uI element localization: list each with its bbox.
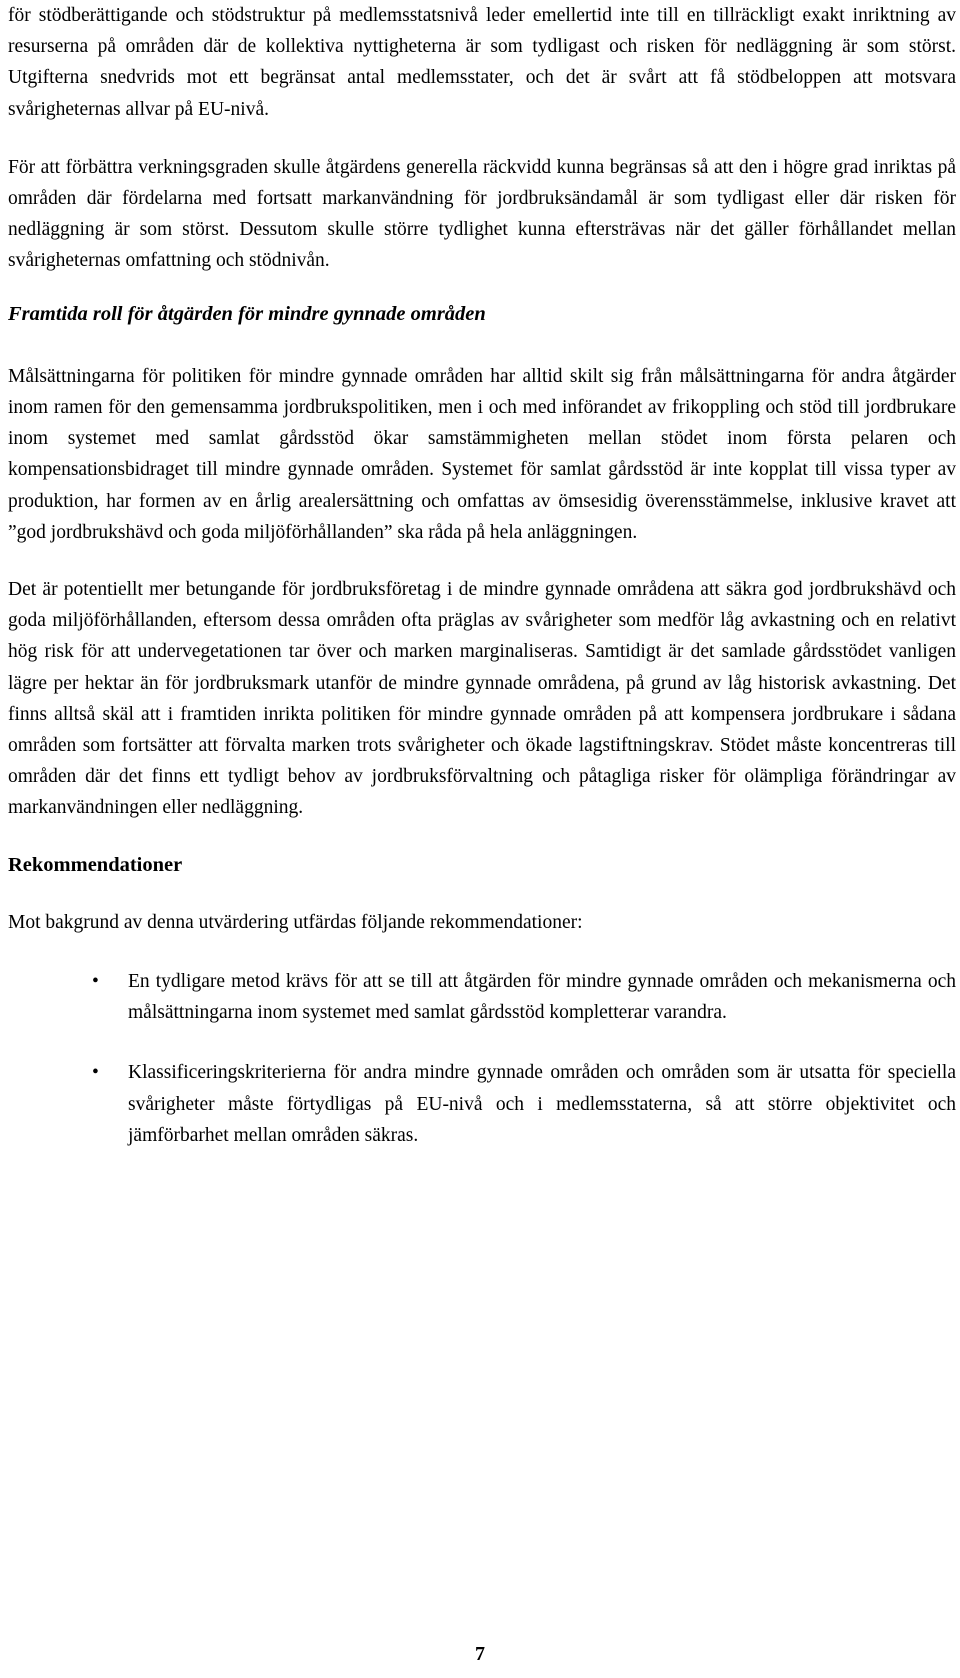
heading-recommendations: Rekommendationer	[8, 853, 183, 876]
list-item	[8, 1057, 956, 1151]
paragraph-recommendations-intro: Mot bakgrund av denna utvärdering utfärdas följande rekommendationer:	[8, 911, 583, 933]
paragraph-objectives: Målsättningarna för politiken för mindre gynnade områden har alltid skilt sig från målsättningarna för andra åtgärder inom ramen för den gemensamma jordbrukspolitiken, men i och med införandet av frikoppling och stöd till jordbrukare inom systemet med samlat gårdsstöd ökar samstämmigheten mellan stödet inom första pelaren och kompensationsbidraget till mindre gynnade områden. Systemet för samlat gårdsstöd är inte kopplat till vissa typer av produktion, har formen av en årlig arealersättning och omfattas av ömsesidig överensstämmelse, inklusive kravet att ”god jordbrukshävd och goda miljöförhållanden” ska råda på hela anläggningen.	[8, 365, 956, 543]
bullet-icon: •	[92, 1062, 99, 1084]
page-number: 7	[475, 1643, 485, 1665]
document-page	[8, 0, 956, 1151]
heading-future-role: Framtida roll för åtgärden för mindre gynnade områden	[8, 302, 486, 325]
paragraph-burden: Det är potentiellt mer betungande för jordbruksföretag i de mindre gynnade områdena att säkra god jordbrukshävd och goda miljöförhållanden, eftersom dessa områden ofta präglas av svårigheter som medför låg avkastning och en relativt hög risk för att undervegetationen tar över och marken marginaliseras. Samtidigt är det samlade gårdsstödet vanligen lägre per hektar än för jordbruksmark utanför de mindre gynnade områdena, på grund av låg historisk avkastning. Det finns alltså skäl att i framtiden inrikta politiken för mindre gynnade områden på att kompensera jordbrukare i sådana områden som fortsätter att förvalta marken trots svårigheter och ökade lagstiftningskrav. Stödet måste koncentreras till områden där det finns ett tydligt behov av jordbruksförvaltning och påtagliga risker för olämpliga förändringar av markanvändningen eller nedläggning.	[8, 579, 956, 819]
paragraph-efficiency: För att förbättra verkningsgraden skulle åtgärdens generella räckvidd kunna begränsas så att den i högre grad inriktas på områden där fördelarna med fortsatt markanvändning för jordbruksändamål är som tydligast eller där risken för nedläggning är som störst. Dessutom skulle större tydlighet kunna eftersträvas när det gäller förhållandet mellan svårigheternas omfattning och stödnivån.	[8, 156, 956, 272]
recommendation-text: En tydligare metod krävs för att se till att åtgärden för mindre gynnade områden och mekanismerna och målsättningarna inom systemet med samlat gårdsstöd kompletterar varandra.	[128, 971, 956, 1024]
list-item	[8, 966, 956, 1028]
recommendations-list	[8, 966, 956, 1151]
bullet-icon: •	[92, 971, 99, 993]
recommendation-text: Klassificeringskriterierna för andra mindre gynnade områden och områden som är utsatta för speciella svårigheter måste förtydligas på EU-nivå och i medlemsstaterna, så att större objektivitet och jämförbarhet mellan områden säkras.	[128, 1062, 956, 1146]
paragraph-intro-continuation: för stödberättigande och stödstruktur på medlemsstatsnivå leder emellertid inte till en tillräckligt exakt inriktning av resurserna på områden där de kollektiva nyttigheterna är som tydligast och risken för nedläggning är som störst. Utgifterna snedvrids mot ett begränsat antal medlemsstater, och det är svårt att få stödbeloppen att motsvara svårigheternas allvar på EU-nivå.	[8, 5, 956, 120]
